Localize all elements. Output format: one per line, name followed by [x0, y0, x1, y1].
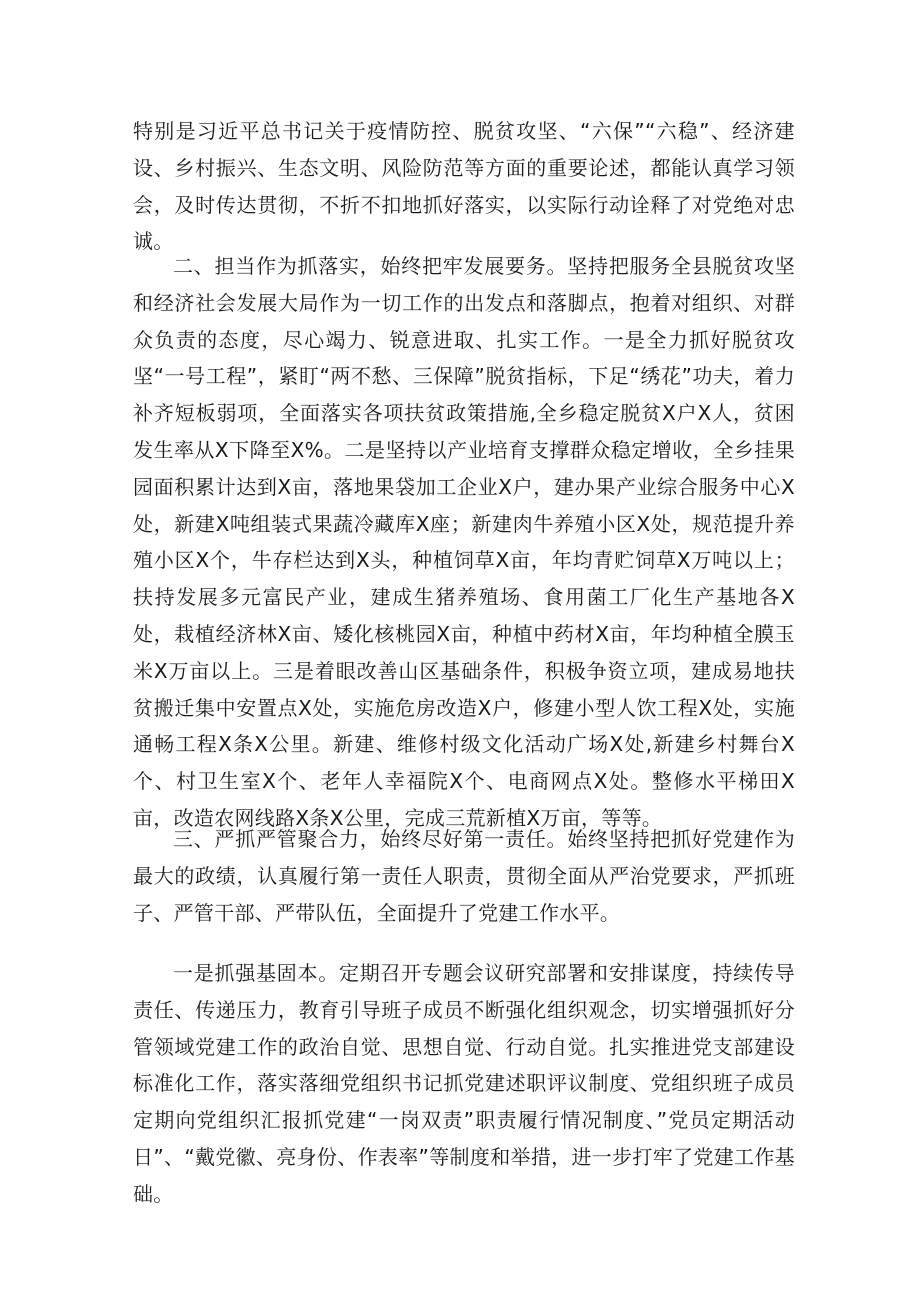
- paragraph-section-two: 二、担当作为抓落实，始终把牢发展要务。坚持把服务全县脱贫攻坚和经济社会发展大局作为一切工作的出发点和落脚点，抱着对组织、对群众负责的态度，尽心竭力、锐意进取、扎实工作。一是全力抓好脱贫攻坚“一号工程”，紧盯“两不愁、三保障”脱贫指标，下足“绣花”功夫，着力补齐短板弱项，全面落实各项扶贫政策措施,全乡稳定脱贫X户X人，贫困发生率从X下降至X%。二是坚持以产业培育支撑群众稳定增收，全乡挂果园面积累计达到X亩，落地果袋加工企业X户，建办果产业综合服务中心X处，新建X吨组装式果蔬冷藏库X座；新建肉牛养殖小区X处，规范提升养殖小区X个，牛存栏达到X头，种植饲草X亩，年均青贮饲草X万吨以上；扶持发展多元富民产业，建成生猪养殖场、食用菌工厂化生产基地各X处，栽植经济林X亩、矮化核桃园X亩，种植中药材X亩，年均种植全膜玉米X万亩以上。三是着眼改善山区基础条件，积极争资立项，建成易地扶贫搬迁集中安置点X处，实施危房改造X户，修建小型人饮工程X处，实施通畅工程X条X公里。新建、维修村级文化活动广场X处,新建乡村舞台X个、村卫生室X个、老年人幸福院X个、电商网点X处。整修水平梯田X亩，改造农网线路X条X公里，完成三荒新植X万亩，等等。: [133, 254, 795, 830]
- paragraph-section-three: 三、严抓严管聚合力，始终尽好第一责任。始终坚持把抓好党建作为最大的政绩，认真履行第一责任人职责，贯彻全面从严治党要求，严抓班子、严管干部、严带队伍，全面提升了党建工作水平。: [133, 827, 795, 925]
- paragraph-continuation: 特别是习近平总书记关于疫情防控、脱贫攻坚、“六保”“六稳”、经济建设、乡村振兴、生态文明、风险防范等方面的重要论述，都能认真学习领会，及时传达贯彻，不折不扣地抓好落实，以实际行动诠释了对党绝对忠诚。: [133, 119, 795, 254]
- paragraph-point-one: 一是抓强基固本。定期召开专题会议研究部署和安排谋度，持续传导责任、传递压力，教育引导班子成员不断强化组织观念，切实增强抓好分管领域党建工作的政治自觉、思想自觉、行动自觉。扎实推进党支部建设标准化工作，落实落细党组织书记抓党建述职评议制度、党组织班子成员定期向党组织汇报抓党建“一岗双责”职责履行情况制度、”党员定期活动日”、“戴党徽、亮身份、作表率”等制度和举措，进一步打牢了党建工作基础。: [133, 961, 795, 1206]
